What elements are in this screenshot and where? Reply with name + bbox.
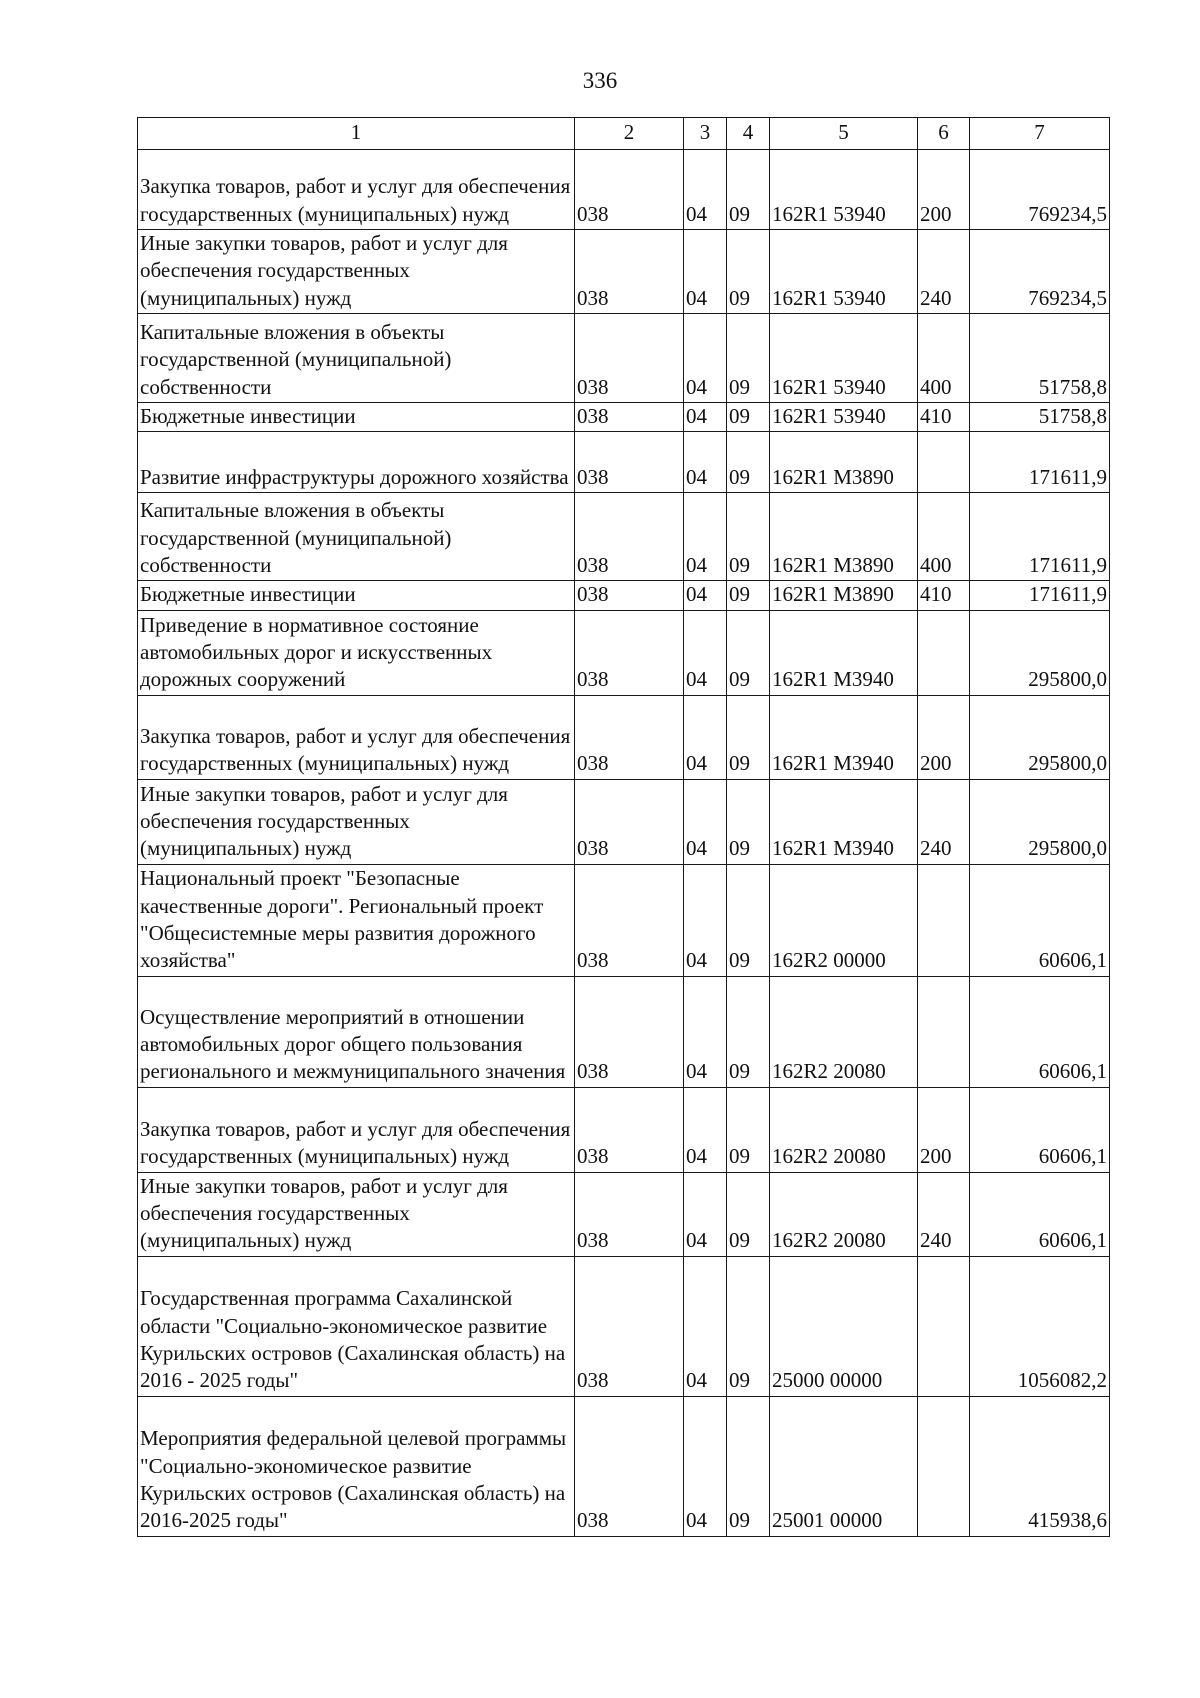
table-row — [138, 403, 1110, 432]
amount: 51758,8 — [970, 403, 1110, 432]
section-code: 04 — [684, 314, 727, 403]
column-header-3: 3 — [684, 118, 727, 150]
item-name: Приведение в нормативное состояние автомобильных дорог и искусственных дорожных сооружений — [138, 610, 575, 695]
table-row — [138, 610, 1110, 695]
subsection-code: 09 — [727, 976, 770, 1087]
admin-code: 038 — [575, 150, 684, 230]
section-code: 04 — [684, 493, 727, 581]
section-code: 04 — [684, 864, 727, 976]
expense-type-code — [918, 1256, 970, 1396]
item-name: Иные закупки товаров, работ и услуг для обеспечения государственных (муниципальных) нужд — [138, 1172, 575, 1256]
table-row — [138, 581, 1110, 610]
amount: 769234,5 — [970, 230, 1110, 314]
amount: 415938,6 — [970, 1396, 1110, 1536]
section-code: 04 — [684, 1172, 727, 1256]
section-code: 04 — [684, 230, 727, 314]
item-name: Капитальные вложения в объекты государственной (муниципальной) собственности — [138, 493, 575, 581]
expense-type-code — [918, 1396, 970, 1536]
amount: 60606,1 — [970, 976, 1110, 1087]
admin-code: 038 — [575, 695, 684, 779]
page-number: 336 — [582, 68, 618, 93]
amount: 1056082,2 — [970, 1256, 1110, 1396]
column-header-1: 1 — [138, 118, 575, 150]
subsection-code: 09 — [727, 1087, 770, 1172]
item-name: Национальный проект "Безопасные качественные дороги". Региональный проект "Общесистемные меры развития дорожного хозяйства" — [138, 864, 575, 976]
section-code: 04 — [684, 432, 727, 493]
subsection-code: 09 — [727, 1256, 770, 1396]
target-code: 162R2 20080 — [770, 976, 918, 1087]
item-name: Капитальные вложения в объекты государственной (муниципальной) собственности — [138, 314, 575, 403]
table-row — [138, 695, 1110, 779]
amount: 295800,0 — [970, 610, 1110, 695]
item-name: Иные закупки товаров, работ и услуг для обеспечения государственных (муниципальных) нужд — [138, 230, 575, 314]
target-code: 162R1 53940 — [770, 230, 918, 314]
header-row — [138, 118, 1110, 150]
target-code: 25001 00000 — [770, 1396, 918, 1536]
target-code: 162R2 20080 — [770, 1087, 918, 1172]
amount: 60606,1 — [970, 864, 1110, 976]
table-row — [138, 432, 1110, 493]
section-code: 04 — [684, 1256, 727, 1396]
admin-code: 038 — [575, 493, 684, 581]
target-code: 162R1 53940 — [770, 150, 918, 230]
amount: 295800,0 — [970, 779, 1110, 864]
admin-code: 038 — [575, 230, 684, 314]
subsection-code: 09 — [727, 403, 770, 432]
column-header-6: 6 — [918, 118, 970, 150]
expense-type-code: 240 — [918, 779, 970, 864]
target-code: 162R1 M3890 — [770, 493, 918, 581]
admin-code: 038 — [575, 403, 684, 432]
target-code: 162R2 20080 — [770, 1172, 918, 1256]
section-code: 04 — [684, 610, 727, 695]
item-name: Иные закупки товаров, работ и услуг для обеспечения государственных (муниципальных) нужд — [138, 779, 575, 864]
table-row — [138, 1396, 1110, 1536]
table-row — [138, 864, 1110, 976]
section-code: 04 — [684, 695, 727, 779]
column-header-7: 7 — [970, 118, 1110, 150]
target-code: 162R1 M3890 — [770, 432, 918, 493]
admin-code: 038 — [575, 581, 684, 610]
expense-type-code — [918, 432, 970, 493]
target-code: 162R1 M3940 — [770, 695, 918, 779]
expense-type-code: 400 — [918, 493, 970, 581]
admin-code: 038 — [575, 432, 684, 493]
subsection-code: 09 — [727, 150, 770, 230]
amount: 60606,1 — [970, 1087, 1110, 1172]
section-code: 04 — [684, 150, 727, 230]
target-code: 162R1 M3890 — [770, 581, 918, 610]
item-name: Развитие инфраструктуры дорожного хозяйства — [138, 432, 575, 493]
expense-type-code: 410 — [918, 581, 970, 610]
section-code: 04 — [684, 581, 727, 610]
item-name: Мероприятия федеральной целевой программы "Социально-экономическое развитие Курильских островов (Сахалинская область) на 2016-2025 годы" — [138, 1396, 575, 1536]
expense-type-code: 200 — [918, 695, 970, 779]
expense-type-code: 240 — [918, 230, 970, 314]
item-name: Закупка товаров, работ и услуг для обеспечения государственных (муниципальных) нужд — [138, 150, 575, 230]
table-row — [138, 230, 1110, 314]
section-code: 04 — [684, 976, 727, 1087]
admin-code: 038 — [575, 1087, 684, 1172]
admin-code: 038 — [575, 976, 684, 1087]
table-row — [138, 1172, 1110, 1256]
amount: 171611,9 — [970, 432, 1110, 493]
admin-code: 038 — [575, 1256, 684, 1396]
amount: 171611,9 — [970, 493, 1110, 581]
column-header-2: 2 — [575, 118, 684, 150]
section-code: 04 — [684, 403, 727, 432]
subsection-code: 09 — [727, 864, 770, 976]
expense-type-code — [918, 976, 970, 1087]
amount: 51758,8 — [970, 314, 1110, 403]
subsection-code: 09 — [727, 581, 770, 610]
column-header-4: 4 — [727, 118, 770, 150]
item-name: Осуществление мероприятий в отношении автомобильных дорог общего пользования регионального и межмуниципального значения — [138, 976, 575, 1087]
admin-code: 038 — [575, 779, 684, 864]
admin-code: 038 — [575, 1396, 684, 1536]
amount: 295800,0 — [970, 695, 1110, 779]
table-row — [138, 314, 1110, 403]
expense-type-code — [918, 864, 970, 976]
table-row — [138, 493, 1110, 581]
table-row — [138, 150, 1110, 230]
subsection-code: 09 — [727, 230, 770, 314]
admin-code: 038 — [575, 314, 684, 403]
budget-table — [137, 117, 1110, 1537]
subsection-code: 09 — [727, 432, 770, 493]
section-code: 04 — [684, 779, 727, 864]
expense-type-code: 200 — [918, 150, 970, 230]
subsection-code: 09 — [727, 1172, 770, 1256]
target-code: 162R1 M3940 — [770, 610, 918, 695]
expense-type-code: 240 — [918, 1172, 970, 1256]
table-row — [138, 976, 1110, 1087]
item-name: Закупка товаров, работ и услуг для обеспечения государственных (муниципальных) нужд — [138, 695, 575, 779]
subsection-code: 09 — [727, 610, 770, 695]
amount: 171611,9 — [970, 581, 1110, 610]
item-name: Бюджетные инвестиции — [138, 581, 575, 610]
section-code: 04 — [684, 1087, 727, 1172]
table-row — [138, 1256, 1110, 1396]
subsection-code: 09 — [727, 493, 770, 581]
target-code: 162R2 00000 — [770, 864, 918, 976]
column-header-5: 5 — [770, 118, 918, 150]
item-name: Государственная программа Сахалинской области "Социально-экономическое развитие Курильских островов (Сахалинская область) на 2016 - 2025 годы" — [138, 1256, 575, 1396]
subsection-code: 09 — [727, 314, 770, 403]
expense-type-code: 400 — [918, 314, 970, 403]
subsection-code: 09 — [727, 1396, 770, 1536]
target-code: 162R1 M3940 — [770, 779, 918, 864]
section-code: 04 — [684, 1396, 727, 1536]
target-code: 25000 00000 — [770, 1256, 918, 1396]
expense-type-code: 410 — [918, 403, 970, 432]
table-row — [138, 1087, 1110, 1172]
target-code: 162R1 53940 — [770, 403, 918, 432]
amount: 769234,5 — [970, 150, 1110, 230]
amount: 60606,1 — [970, 1172, 1110, 1256]
subsection-code: 09 — [727, 695, 770, 779]
table-row — [138, 779, 1110, 864]
admin-code: 038 — [575, 1172, 684, 1256]
target-code: 162R1 53940 — [770, 314, 918, 403]
item-name: Бюджетные инвестиции — [138, 403, 575, 432]
expense-type-code: 200 — [918, 1087, 970, 1172]
item-name: Закупка товаров, работ и услуг для обеспечения государственных (муниципальных) нужд — [138, 1087, 575, 1172]
subsection-code: 09 — [727, 779, 770, 864]
admin-code: 038 — [575, 610, 684, 695]
admin-code: 038 — [575, 864, 684, 976]
expense-type-code — [918, 610, 970, 695]
